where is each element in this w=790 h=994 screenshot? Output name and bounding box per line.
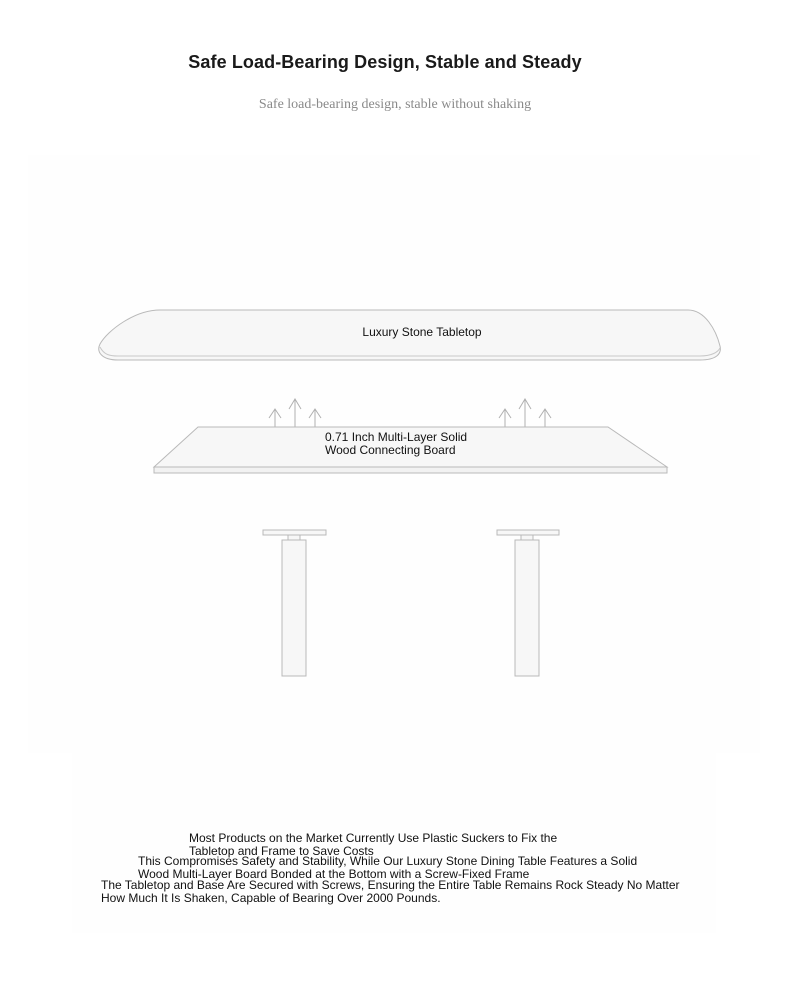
board-label: 0.71 Inch Multi-Layer Solid Wood Connecting Board xyxy=(325,430,468,457)
table-leg-right xyxy=(497,530,559,676)
note-wood-board: This Compromises Safety and Stability, While Our Luxury Stone Dining Table Features a Solid Wood Multi-Layer Board Bonded at the Bottom with a Screw-Fixed Frame xyxy=(138,854,638,881)
note-screws: The Tabletop and Base Are Secured with Screws, Ensuring the Entire Table Remains Rock Steady No Matter How Much It Is Shaken, Capable of Bearing Over 2000 Pounds. xyxy=(101,878,680,905)
table-leg-left xyxy=(263,530,326,676)
note-plastic-suckers: Most Products on the Market Currently Use Plastic Suckers to Fix the Tabletop and Frame to Save Costs xyxy=(189,831,558,858)
page-title: Safe Load-Bearing Design, Stable and Steady xyxy=(188,52,582,72)
page-subtitle: Safe load-bearing design, stable without shaking xyxy=(258,97,532,112)
tabletop-label: Luxury Stone Tabletop xyxy=(362,325,482,339)
